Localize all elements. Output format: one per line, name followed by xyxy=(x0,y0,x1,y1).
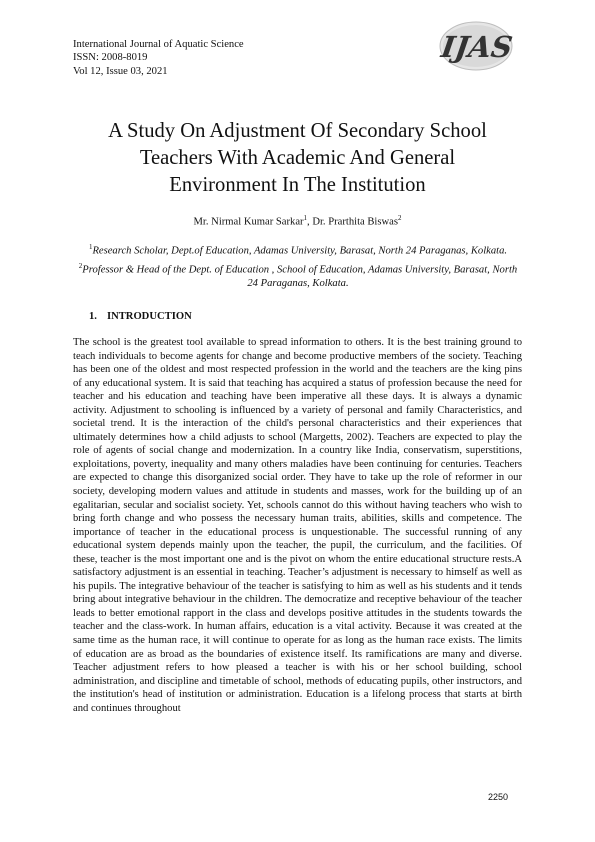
affiliation-list xyxy=(78,240,518,291)
svg-text:IJAS: IJAS xyxy=(439,30,515,64)
journal-logo xyxy=(437,18,515,74)
paper-title xyxy=(40,118,555,199)
affiliation-item xyxy=(78,240,518,259)
journal-name: International Journal of Aquatic Science xyxy=(73,39,244,50)
affiliation-text: Research Scholar, Dept.of Education, Adamas University, Barasat, North 24 Paraganas, Kolkata. xyxy=(92,245,508,257)
section-number: 1. xyxy=(89,311,97,322)
author-superscript: 2 xyxy=(397,214,402,222)
affiliation-superscript: 1 xyxy=(88,243,93,251)
body-paragraph: The school is the greatest tool available to spread information to others. It is the best training ground to teach individuals to become agents for change and become productive members of the society. Teaching has been one of the oldest and most respected profession in the world and the teachers are the king pins of any educational system. It is said that teaching has acquired a status of profession because the need for teacher and his education and teaching have been imperative all these days. It is always a dynamic activity. Adjustment to schooling is influenced by a variety of personal and family Characteristics, and societal trend. It is the interaction of the child's personal characteristics and their experiences that ultimately determines how a child adjusts to school (Margetts, 2002). Teachers are expected to play the role of agents of social change and modernization. In a country like India, conservatism, superstitions, exploitations, poverty, inequality and many others maladies have been continuing for centuries. Teachers are expected to change this disorganized social order. They have to take up the role of reformer in our society, developing modern values and attitude in students and masses, work for the building up of an egalitarian, secular and socialist society. Yet, schools cannot do this without having teachers who wish to bring forth change and who possess the necessary human traits, abilities, skills and competence. The importance of teacher in the educational process is unquestionable. The successful running of any educational system depends mainly upon the teacher, the pupil, the curriculum, and the facilities. Of these, teacher is the most important one and is the pivot on whom the entire educational structure rests.A satisfactory adjustment is an essential in teaching. Teacher’s adjustment is necessary to himself as well as his pupils. The integrative behaviour of the teacher is satisfying to him as well as his students and it tends bring about integrative behaviour in the children. The democratize and receptive behaviour of the teacher leads to better emotional rapport in the class and develops positive attitudes in the students towards the teacher and the class-work. In human affairs, education is a vital activity. Because it was created at the same time as the human race, it will continue to operate for as long as the human race exists. The limits of education are as broad as the boundaries of existence itself. Its ramifications are many and diverse. Teacher adjustment refers to how pleased a teacher is with his or her school building, school administration, and discipline and timetable of school, methods of educating pupils, other instructors, and the institution's head of institution or administration. Education is a lifelong process that starts at birth and continues throughout xyxy=(73,337,522,714)
ijas-logo-icon xyxy=(437,18,515,74)
section-heading xyxy=(89,311,192,322)
page-number: 2250 xyxy=(488,792,509,802)
affiliation-superscript: 2 xyxy=(78,261,83,270)
author-name: Mr. Nirmal Kumar Sarkar xyxy=(193,216,304,228)
journal-issn: ISSN: 2008-8019 xyxy=(73,52,148,64)
author-name: Dr. Prarthita Biswas xyxy=(312,216,398,228)
author-separator: , xyxy=(307,216,313,228)
affiliation-item xyxy=(78,259,518,292)
journal-volume: Vol 12, Issue 03, 2021 xyxy=(73,65,168,77)
affiliation-text: Professor & Head of the Dept. of Education , School of Education, Adamas University, Barasat, North 24 Paraganas, Kolkata. xyxy=(82,264,518,290)
section-title: INTRODUCTION xyxy=(106,311,192,322)
author-superscript: 1 xyxy=(303,214,308,222)
author-list xyxy=(40,211,555,230)
title-line: Teachers With Academic And General xyxy=(139,147,456,169)
title-line: Environment In The Institution xyxy=(169,174,426,196)
title-line: A Study On Adjustment Of Secondary School xyxy=(108,120,487,142)
journal-header xyxy=(73,38,244,78)
